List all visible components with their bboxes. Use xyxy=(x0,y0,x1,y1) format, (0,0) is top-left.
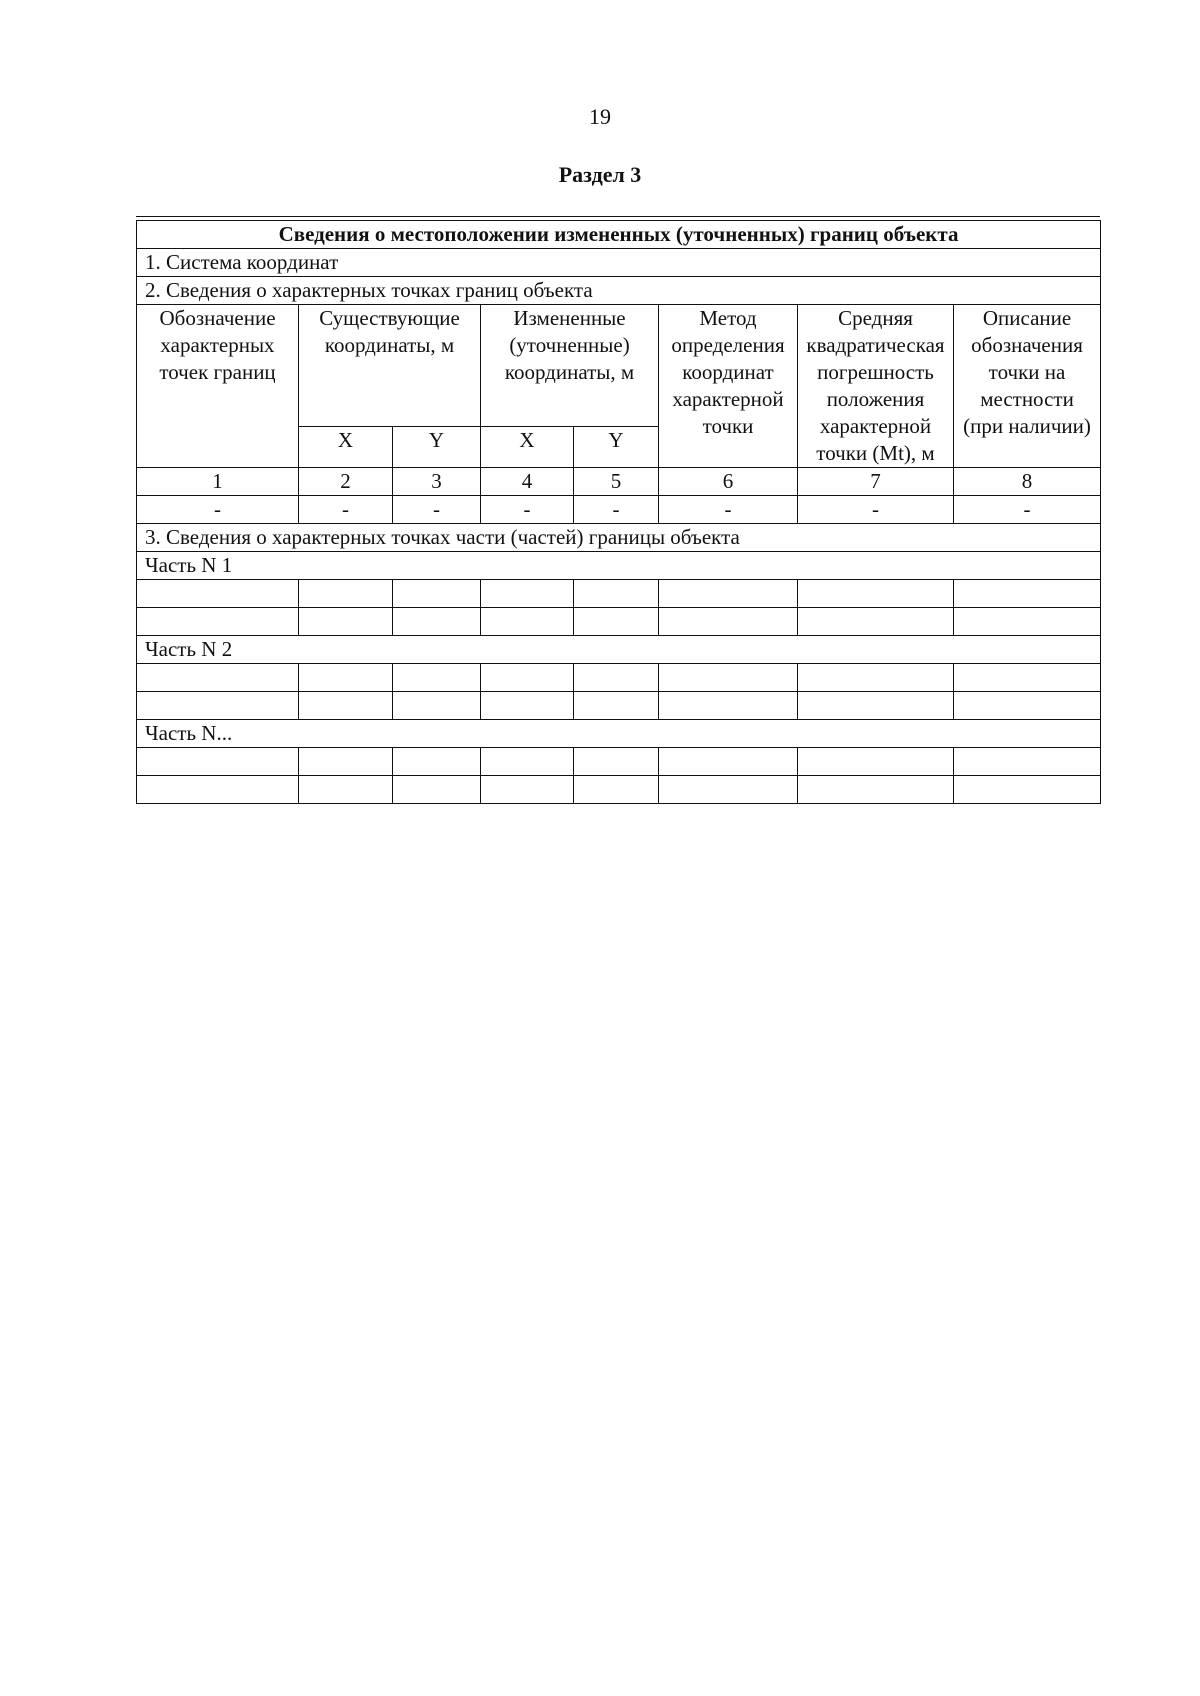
part-points-row: 3. Сведения о характерных точках части (частей) границы объекта xyxy=(137,524,1101,552)
dash-cell: - xyxy=(574,496,659,524)
section-title: Раздел 3 xyxy=(558,162,642,187)
header-error: Средняя квадратическая погрешность положения характерной точки (Mt), м xyxy=(798,305,954,468)
column-number: 4 xyxy=(481,468,574,496)
table-row xyxy=(137,776,1101,804)
table-row xyxy=(137,608,1101,636)
column-number: 2 xyxy=(299,468,393,496)
boundary-info-table xyxy=(136,220,1101,804)
part-2-label: Часть N 2 xyxy=(137,636,1101,664)
coordinate-system-row: 1. Система координат xyxy=(137,249,1101,277)
dash-cell: - xyxy=(659,496,798,524)
page-number: 19 xyxy=(589,104,611,129)
table-title: Сведения о местоположении измененных (уточненных) границ объекта xyxy=(137,221,1101,249)
part-1-label: Часть N 1 xyxy=(137,552,1101,580)
table-row xyxy=(137,664,1101,692)
dash-cell: - xyxy=(137,496,299,524)
table-row xyxy=(137,692,1101,720)
top-rule xyxy=(136,216,1100,217)
header-point-designation: Обозначение характерных точек границ xyxy=(137,305,299,468)
header-x-existing: X xyxy=(299,426,393,468)
dash-cell: - xyxy=(393,496,481,524)
part-n-label: Часть N... xyxy=(137,720,1101,748)
column-number: 8 xyxy=(954,468,1101,496)
column-number: 5 xyxy=(574,468,659,496)
header-x-changed: X xyxy=(481,426,574,468)
dash-cell: - xyxy=(954,496,1101,524)
header-y-existing: Y xyxy=(393,426,481,468)
dash-cell: - xyxy=(481,496,574,524)
boundary-points-row: 2. Сведения о характерных точках границ объекта xyxy=(137,277,1101,305)
dash-cell: - xyxy=(299,496,393,524)
header-changed-coords: Измененные (уточненные) координаты, м xyxy=(481,305,659,427)
column-number: 7 xyxy=(798,468,954,496)
header-existing-coords: Существующие координаты, м xyxy=(299,305,481,427)
column-number: 3 xyxy=(393,468,481,496)
column-number: 1 xyxy=(137,468,299,496)
column-numbers-row xyxy=(137,468,1101,496)
header-method: Метод определения координат характерной точки xyxy=(659,305,798,468)
header-y-changed: Y xyxy=(574,426,659,468)
header-description: Описание обозначения точки на местности (при наличии) xyxy=(954,305,1101,468)
table-row xyxy=(137,748,1101,776)
dash-row xyxy=(137,496,1101,524)
column-number: 6 xyxy=(659,468,798,496)
dash-cell: - xyxy=(798,496,954,524)
table-row xyxy=(137,580,1101,608)
